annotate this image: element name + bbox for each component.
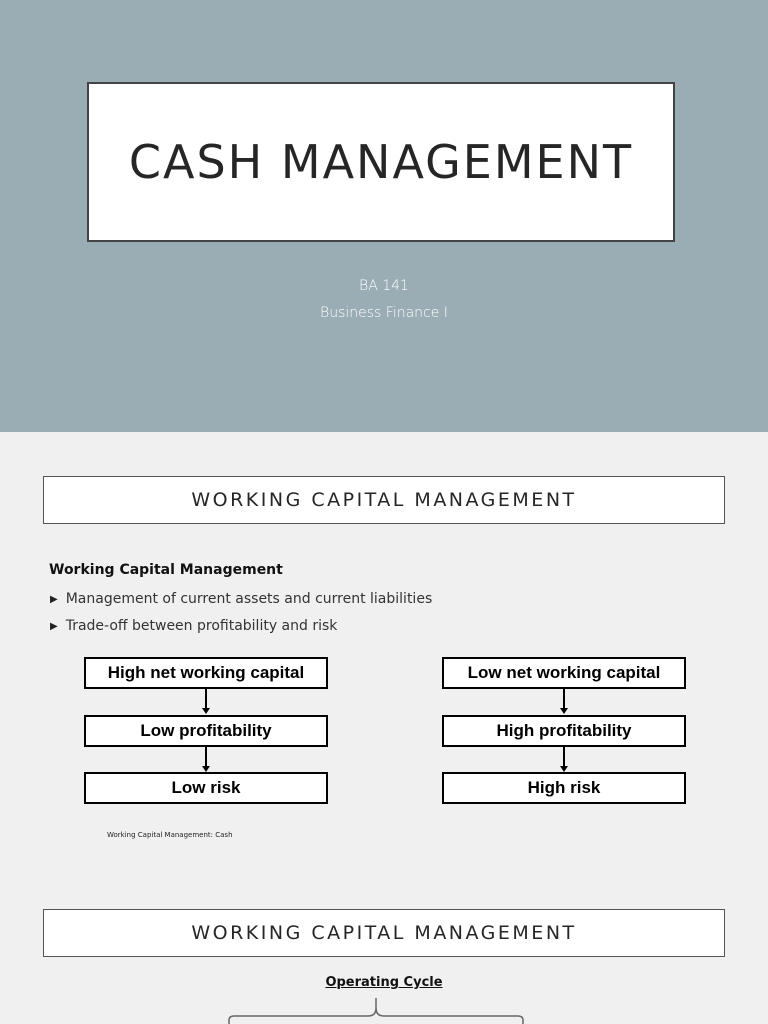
- brace-icon: [228, 996, 524, 1024]
- bullet-item: [50, 618, 337, 634]
- flow-box-high-risk: High risk: [442, 772, 686, 804]
- title-slide: [0, 0, 768, 432]
- flow-box-low-nwc: Low net working capital: [442, 657, 686, 689]
- slide-header-box: [43, 476, 725, 524]
- slide-title: CASH MANAGEMENT: [128, 135, 634, 189]
- flow-arrow-line: [563, 747, 565, 767]
- flow-arrow-line: [563, 689, 565, 709]
- flow-box-low-profitability: Low profitability: [84, 715, 328, 747]
- course-name: Business Finance I: [320, 305, 448, 321]
- bullet-arrow-icon: ▶: [50, 620, 58, 632]
- operating-cycle-heading: Operating Cycle: [325, 975, 443, 990]
- flow-box-low-risk: Low risk: [84, 772, 328, 804]
- bullet-text: Trade-off between profitability and risk: [65, 618, 338, 634]
- flow-arrow-line: [205, 747, 207, 767]
- working-capital-slide: [0, 432, 768, 864]
- flow-box-high-nwc: High net working capital: [84, 657, 328, 689]
- section-heading: Working Capital Management: [49, 562, 283, 578]
- flow-arrow-line: [205, 689, 207, 709]
- title-box: [87, 82, 675, 242]
- operating-cycle-slide: [0, 866, 768, 1024]
- arrow-down-icon: [202, 708, 210, 714]
- slide-header: WORKING CAPITAL MANAGEMENT: [191, 922, 577, 944]
- slide-header: WORKING CAPITAL MANAGEMENT: [191, 489, 577, 511]
- course-code: BA 141: [359, 278, 409, 294]
- bullet-text: Management of current assets and current liabilities: [65, 591, 433, 607]
- flow-box-high-profitability: High profitability: [442, 715, 686, 747]
- arrow-down-icon: [560, 708, 568, 714]
- figure-caption: Working Capital Management: Cash: [107, 831, 233, 839]
- bullet-arrow-icon: ▶: [50, 593, 58, 605]
- slide-header-box: [43, 909, 725, 957]
- bullet-item: [50, 591, 432, 607]
